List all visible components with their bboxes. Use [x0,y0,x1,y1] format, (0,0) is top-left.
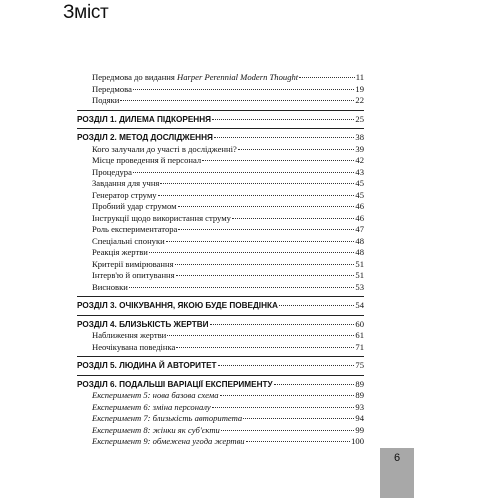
toc-chapter-entry [77,379,364,391]
toc-entry [77,224,364,236]
toc-entry-label: РОЗДІЛ 5. ЛЮДИНА Й АВТОРИТЕТ [77,361,217,370]
toc-entry [77,270,364,282]
toc-entry-label: РОЗДІЛ 1. ДИЛЕМА ПІДКОРЕННЯ [77,114,212,124]
dot-leader [212,119,354,120]
toc-entry-page: 46 [355,212,364,223]
toc-entry-page: 48 [355,235,364,246]
toc-entry-label: РОЗДІЛ 2. МЕТОД ДОСЛІДЖЕННЯ [77,133,213,142]
toc-entry-page: 42 [355,155,364,165]
toc-entry [77,213,364,225]
toc-entry-label: Спеціальні спонуки [92,235,165,246]
toc-entry-page: 48 [355,247,364,257]
toc-entry-page: 38 [355,132,364,142]
toc-entry-page: 99 [355,424,364,435]
toc-entry [77,155,364,167]
table-of-contents [77,72,364,448]
toc-entry-label: Інтерв'ю й опитування [92,270,175,280]
section-divider [77,315,364,316]
toc-entry [77,436,364,448]
dot-leader [166,241,355,242]
toc-entry-page: 22 [355,95,364,105]
dot-leader [158,195,355,196]
toc-entry-label: Інструкції щодо використання струму [92,212,231,223]
toc-entry-page: 25 [355,113,364,124]
dot-leader [238,149,355,150]
dot-leader [214,137,355,138]
toc-entry-label: Критерії вимірювання [92,258,174,269]
toc-entry-page: 89 [355,378,364,389]
toc-entry-label: Висновки [92,281,128,292]
section-divider [77,110,364,111]
toc-entry [77,201,364,213]
toc-entry-label: Кого залучали до участі в дослідженні? [92,143,237,154]
toc-entry [77,425,364,437]
toc-entry-label: Завдання для учня [92,178,160,188]
toc-entry [77,330,364,342]
toc-entry-label: Генератор струму [92,189,157,200]
toc-entry [77,390,364,402]
toc-entry-page: 11 [355,72,364,82]
toc-entry [77,259,364,271]
dot-leader [133,172,355,173]
dot-leader [167,335,354,336]
toc-entry-label: Подяки [92,95,120,105]
dot-leader [176,347,354,348]
toc-entry [77,72,364,84]
dot-leader [246,441,351,442]
toc-entry-label: Передмова до видання [92,72,177,82]
page-title: Зміст [63,2,109,23]
dot-leader [149,252,355,253]
dot-leader [243,418,354,419]
dot-leader [279,305,355,306]
section-divider [77,356,364,357]
dot-leader [212,407,355,408]
dot-leader [220,395,355,396]
toc-entry-label: Місце проведення й персонал [92,155,202,165]
toc-chapter-entry [77,319,364,331]
toc-entry [77,282,364,294]
dot-leader [218,365,355,366]
toc-entry-label: Експеримент 8: жінки як суб'єкти [92,424,220,435]
section-divider [77,375,364,376]
toc-entry [77,167,364,179]
toc-entry-page: 100 [351,436,364,446]
dot-leader [274,384,355,385]
dot-leader [232,218,354,219]
toc-entry-page: 47 [355,224,364,234]
toc-entry-label: Передмова [92,83,132,94]
toc-entry-label: Реакція жертви [92,247,148,257]
toc-entry-page: 93 [355,401,364,412]
toc-entry [77,95,364,107]
toc-entry-page: 45 [355,189,364,200]
toc-entry-label: Експеримент 7: близькість авторитета [92,413,243,423]
toc-entry-page: 39 [355,143,364,154]
toc-entry-label: РОЗДІЛ 6. ПОДАЛЬШІ ВАРІАЦІЇ ЕКСПЕРИМЕНТУ [77,379,273,389]
toc-entry-label: Експеримент 6: зміна персоналу [92,401,211,412]
section-divider [77,296,364,297]
toc-entry-page: 75 [355,360,364,370]
toc-entry-label: РОЗДІЛ 3. ОЧІКУВАННЯ, ЯКОЮ БУДЕ ПОВЕДІНКА [77,301,278,310]
toc-entry [77,84,364,96]
dot-leader [160,183,354,184]
toc-entry-page: 94 [355,413,364,423]
toc-entry-page: 54 [355,300,364,310]
dot-leader [299,77,355,78]
toc-entry-label: РОЗДІЛ 4. БЛИЗЬКІСТЬ ЖЕРТВИ [77,319,209,329]
toc-entry [77,402,364,414]
toc-entry-page: 60 [355,318,364,329]
toc-entry [77,190,364,202]
toc-entry-label: Наближення жертви [92,330,167,340]
toc-entry [77,247,364,259]
toc-chapter-entry [77,300,364,312]
dot-leader [129,287,355,288]
toc-entry-label-italic: Harper Perennial Modern Thought [177,72,299,82]
toc-entry-page: 89 [355,390,364,400]
toc-entry-page: 51 [355,258,364,269]
toc-entry-label: Експеримент 9: обмежена угода жертви [92,436,245,446]
toc-entry-page: 53 [355,281,364,292]
dot-leader [210,324,355,325]
toc-entry [77,144,364,156]
toc-entry-page: 46 [355,201,364,211]
dot-leader [178,229,354,230]
section-divider [77,128,364,129]
toc-entry [77,342,364,354]
toc-chapter-entry [77,132,364,144]
toc-entry-page: 61 [355,330,364,340]
dot-leader [178,206,355,207]
dot-leader [120,100,354,101]
toc-entry-label: Процедура [92,166,132,177]
toc-entry-page: 51 [355,270,364,280]
toc-entry-page: 71 [355,341,364,352]
toc-entry [77,413,364,425]
page-number-tab [380,448,414,498]
toc-chapter-entry [77,114,364,126]
toc-entry-label: Пробний удар струмом [92,201,177,211]
toc-entry-page: 45 [355,178,364,188]
dot-leader [175,264,355,265]
toc-entry-label: Неочікувана поведінка [92,341,176,352]
toc-entry-label: Експеримент 5: нова базова схема [92,390,219,400]
toc-entry-page: 19 [355,83,364,94]
page-number: 6 [393,452,401,464]
toc-entry-page: 43 [355,166,364,177]
toc-entry [77,236,364,248]
toc-chapter-entry [77,360,364,372]
toc-entry [77,178,364,190]
dot-leader [133,89,355,90]
dot-leader [221,430,355,431]
toc-entry-label: Роль експериментатора [92,224,178,234]
dot-leader [176,275,355,276]
dot-leader [202,160,354,161]
